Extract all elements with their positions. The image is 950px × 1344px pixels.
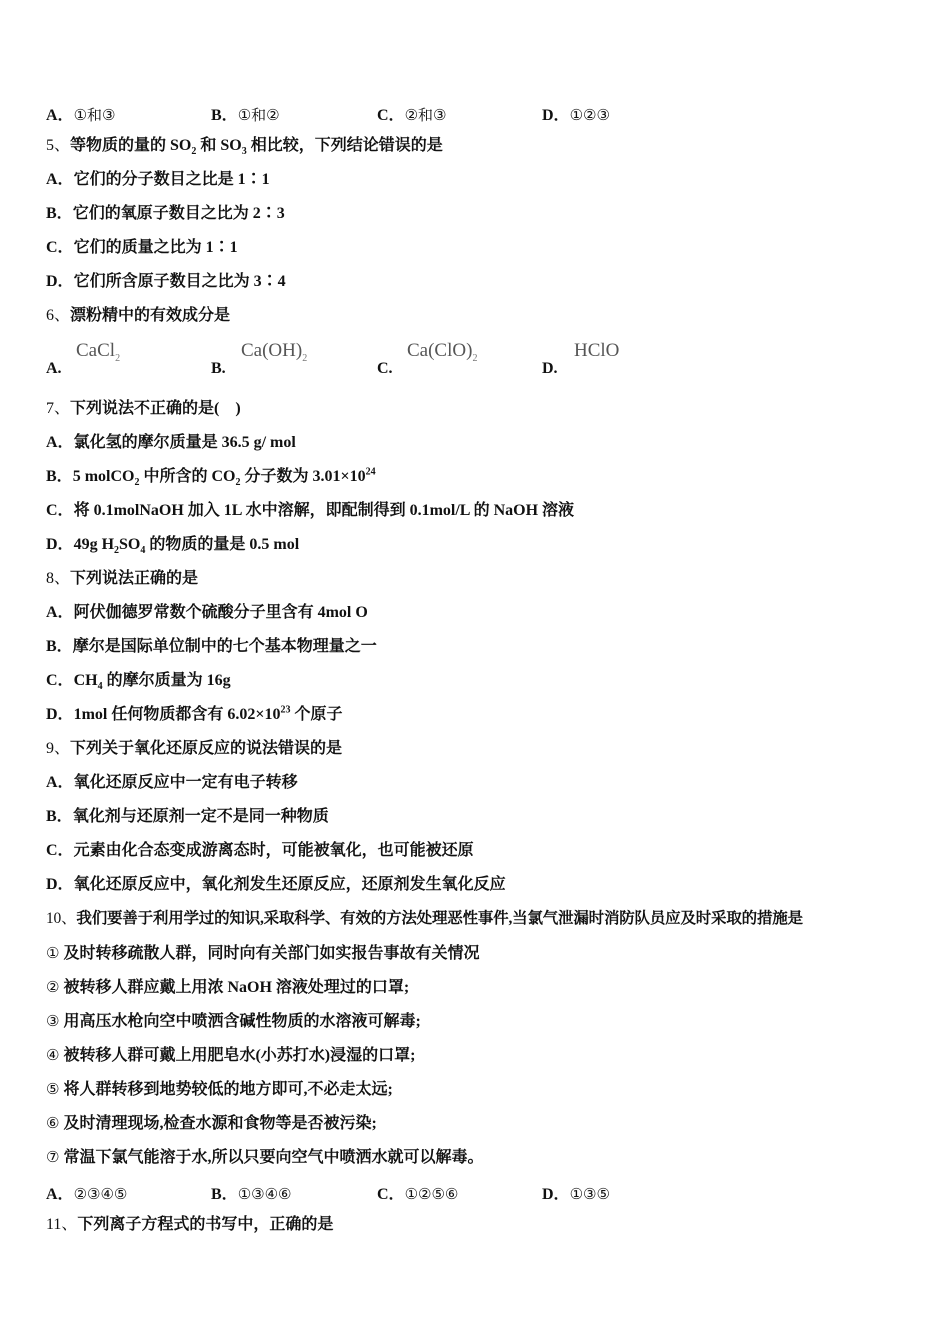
formula-image: HClO bbox=[574, 340, 620, 361]
q4-option-a[interactable]: A．①和③ bbox=[46, 106, 116, 124]
q10-option-d[interactable]: D．①③⑤ bbox=[542, 1185, 610, 1203]
q6-options bbox=[46, 340, 926, 380]
q9-stem: 9、下列关于氧化还原反应的说法错误的是 bbox=[46, 740, 343, 757]
q10-option-a[interactable]: A．②③④⑤ bbox=[46, 1185, 128, 1203]
q6-option-a[interactable]: A. CaCl$_2$ bbox=[46, 340, 121, 377]
q4-option-b[interactable]: B．①和② bbox=[211, 106, 280, 124]
q10-option-b[interactable]: B．①③④⑥ bbox=[211, 1185, 292, 1203]
q6-stem: 6、漂粉精中的有效成分是 bbox=[46, 307, 231, 324]
question-number: 8、 bbox=[46, 570, 71, 587]
q10-option-c[interactable]: C．①②⑤⑥ bbox=[377, 1185, 459, 1203]
q9-option-b[interactable]: B．氧化剂与还原剂一定不是同一种物质 bbox=[46, 808, 329, 825]
q8-stem: 8、下列说法正确的是 bbox=[46, 570, 199, 587]
q10-item-6: ⑥ 及时清理现场,检查水源和食物等是否被污染; bbox=[46, 1114, 377, 1132]
q5-stem: 5、等物质的量的 $SO_2$ 和 $SO_3$ 相比较，下列结论错误的是 bbox=[46, 137, 443, 158]
q4-option-c[interactable]: C．②和③ bbox=[377, 106, 447, 124]
q7-option-b[interactable]: B．5 molCO$_2$ 中所含的 $CO_2$ 分子数为 $3.01\times 10^{24}$ bbox=[46, 466, 376, 489]
formula-image: CaCl$_2$ bbox=[76, 340, 121, 364]
q10-item-1: ① 及时转移疏散人群，同时向有关部门如实报告事故有关情况 bbox=[46, 944, 480, 962]
question-number: 5、 bbox=[46, 137, 71, 154]
formula-image: $Ca(OH)_2$ bbox=[241, 340, 308, 364]
q9-option-d[interactable]: D．氧化还原反应中，氧化剂发生还原反应，还原剂发生氧化反应 bbox=[46, 876, 506, 893]
q10-item-3: ③ 用高压水枪向空中喷洒含碱性物质的水溶液可解毒; bbox=[46, 1012, 421, 1030]
q8-option-b[interactable]: B．摩尔是国际单位制中的七个基本物理量之一 bbox=[46, 638, 377, 655]
q6-option-d[interactable]: D. HClO bbox=[542, 340, 620, 377]
question-number: 11、 bbox=[46, 1216, 78, 1233]
q4-option-d[interactable]: D．①②③ bbox=[542, 106, 610, 124]
q7-option-a[interactable]: A．氯化氢的摩尔质量是 36.5 g/ mol bbox=[46, 434, 296, 451]
q7-stem: 7、下列说法不正确的是( ) bbox=[46, 400, 241, 417]
q8-option-a[interactable]: A．阿伏伽德罗常数个硫酸分子里含有 4mol O bbox=[46, 604, 368, 621]
q6-option-b[interactable]: B. $Ca(OH)_2$ bbox=[211, 340, 308, 377]
question-number: 6、 bbox=[46, 307, 71, 324]
q11-stem: 11、下列离子方程式的书写中，正确的是 bbox=[46, 1216, 334, 1233]
q6-option-c[interactable]: C. $Ca(ClO)_2$ bbox=[377, 340, 478, 377]
q7-option-c[interactable]: C．将 0.1molNaOH 加入 1L 水中溶解，即配制得到 0.1mol/L 的 NaOH 溶液 bbox=[46, 502, 575, 519]
q5-option-d[interactable]: D．它们所含原子数目之比为 3∶4 bbox=[46, 273, 286, 290]
q5-option-a[interactable]: A．它们的分子数目之比是 1∶1 bbox=[46, 171, 270, 188]
q4-options bbox=[46, 102, 926, 124]
formula-image: $Ca(ClO)_2$ bbox=[407, 340, 478, 364]
q9-option-c[interactable]: C．元素由化合态变成游离态时，可能被氧化，也可能被还原 bbox=[46, 842, 474, 859]
q10-item-7: ⑦ 常温下氯气能溶于水,所以只要向空气中喷洒水就可以解毒。 bbox=[46, 1148, 484, 1166]
q10-options bbox=[46, 1181, 926, 1203]
question-number: 7、 bbox=[46, 400, 71, 417]
q10-item-5: ⑤ 将人群转移到地势较低的地方即可,不必走太远; bbox=[46, 1080, 393, 1098]
q8-option-d[interactable]: D．1mol 任何物质都含有 $6.02\times 10^{23}$ 个原子 bbox=[46, 704, 343, 723]
q10-stem: 10、我们要善于利用学过的知识,采取科学、有效的方法处理恶性事件,当氯气泄漏时消防队员应及时采取的措施是 bbox=[46, 910, 803, 927]
question-number: 10、 bbox=[46, 910, 77, 927]
question-number: 9、 bbox=[46, 740, 71, 757]
q5-option-b[interactable]: B．它们的氧原子数目之比为 2∶3 bbox=[46, 205, 285, 222]
q7-option-d[interactable]: D．49g $H_2SO_4$ 的物质的量是 0.5 mol bbox=[46, 536, 300, 557]
q10-item-4: ④ 被转移人群可戴上用肥皂水(小苏打水)浸湿的口罩; bbox=[46, 1046, 416, 1064]
q9-option-a[interactable]: A．氧化还原反应中一定有电子转移 bbox=[46, 774, 298, 791]
q8-option-c[interactable]: C．$CH_4$ 的摩尔质量为 16g bbox=[46, 672, 231, 693]
q5-option-c[interactable]: C．它们的质量之比为 1∶1 bbox=[46, 239, 238, 256]
q10-item-2: ② 被转移人群应戴上用浓 NaOH 溶液处理过的口罩; bbox=[46, 978, 410, 996]
